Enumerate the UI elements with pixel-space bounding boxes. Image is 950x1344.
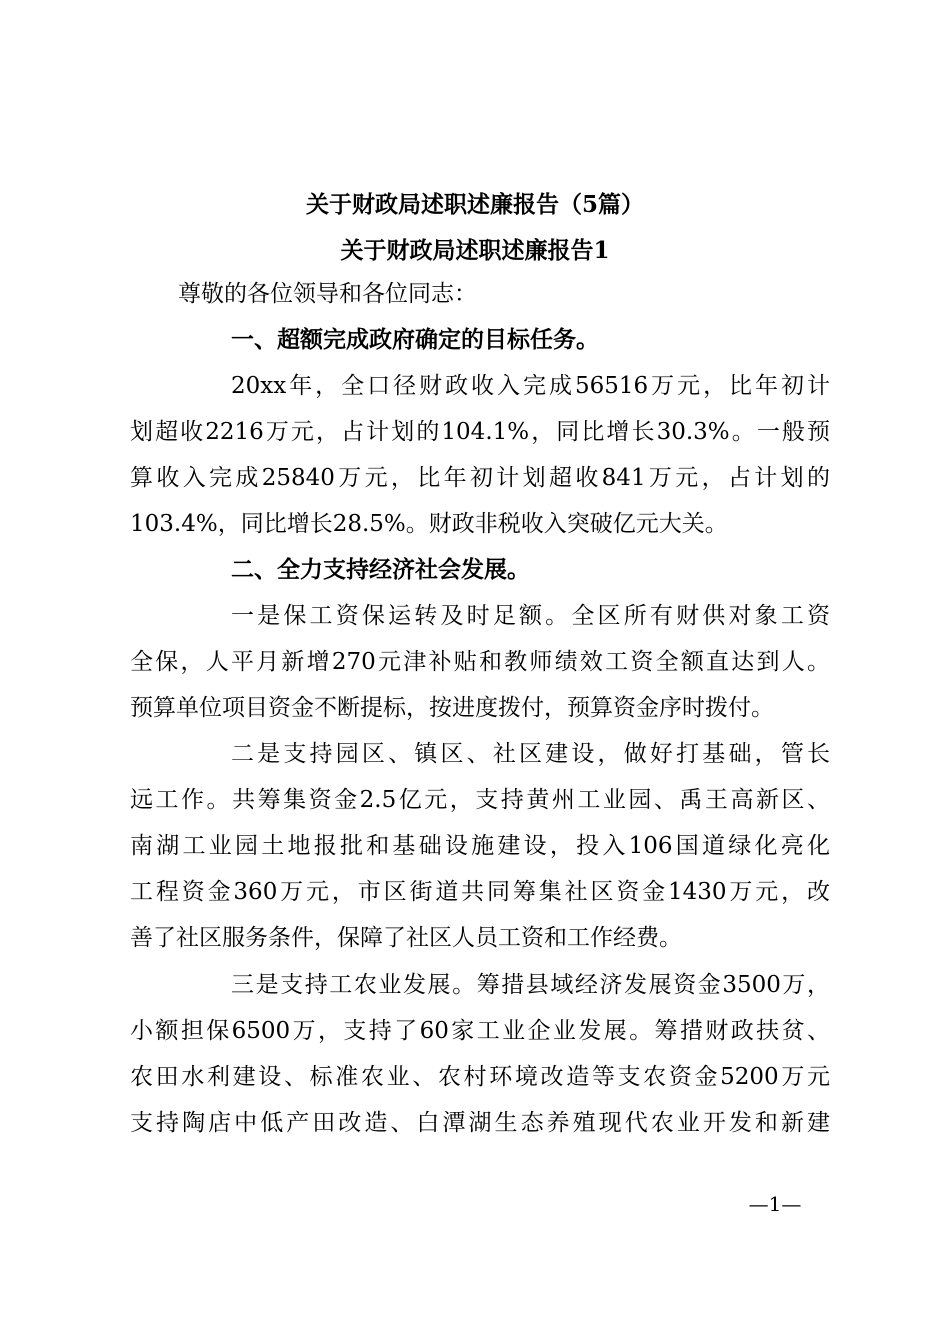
body-line: 小额担保6500万，支持了60家工业企业发展。筹措财政扶贫、	[130, 1018, 830, 1044]
body-line: 支持陶店中低产田改造、白潭湖生态养殖现代农业开发和新建	[130, 1110, 830, 1136]
section-heading-1: 一、超额完成政府确定的目标任务。	[231, 327, 599, 353]
body-line: 南湖工业园土地报批和基础设施建设，投入106国道绿化亮化	[130, 833, 830, 859]
body-line: 一是保工资保运转及时足额。全区所有财供对象工资	[231, 603, 830, 629]
body-line: 三是支持工农业发展。筹措县域经济发展资金3500万，	[231, 972, 830, 998]
salutation: 尊敬的各位领导和各位同志：	[178, 281, 477, 307]
body-line: 预算单位项目资金不断提标，按进度拨付，预算资金序时拨付。	[130, 695, 774, 721]
body-line: 工程资金360万元，市区街道共同筹集社区资金1430万元，改	[130, 879, 830, 905]
body-line: 二是支持园区、镇区、社区建设，做好打基础，管长	[231, 741, 830, 767]
body-line: 算收入完成25840万元，比年初计划超收841万元，占计划的	[130, 465, 830, 491]
page-number: —1—	[748, 1192, 802, 1216]
section-heading-2: 二、全力支持经济社会发展。	[231, 557, 530, 583]
body-line: 农田水利建设、标准农业、农村环境改造等支农资金5200万元	[130, 1064, 830, 1090]
document-subtitle: 关于财政局述职述廉报告1	[340, 237, 610, 264]
body-line: 103.4%，同比增长28.5%。财政非税收入突破亿元大关。	[130, 511, 728, 537]
body-line: 全保，人平月新增270元津补贴和教师绩效工资全额直达到人。	[130, 649, 830, 675]
body-line: 善了社区服务条件，保障了社区人员工资和工作经费。	[130, 925, 682, 951]
body-line: 远工作。共筹集资金2.5亿元，支持黄州工业园、禹王高新区、	[130, 787, 830, 813]
body-line: 划超收2216万元，占计划的104.1%，同比增长30.3%。一般预	[130, 419, 830, 445]
document-title: 关于财政局述职述廉报告（5篇）	[305, 191, 644, 218]
body-line: 20xx年，全口径财政收入完成56516万元，比年初计	[231, 373, 830, 399]
